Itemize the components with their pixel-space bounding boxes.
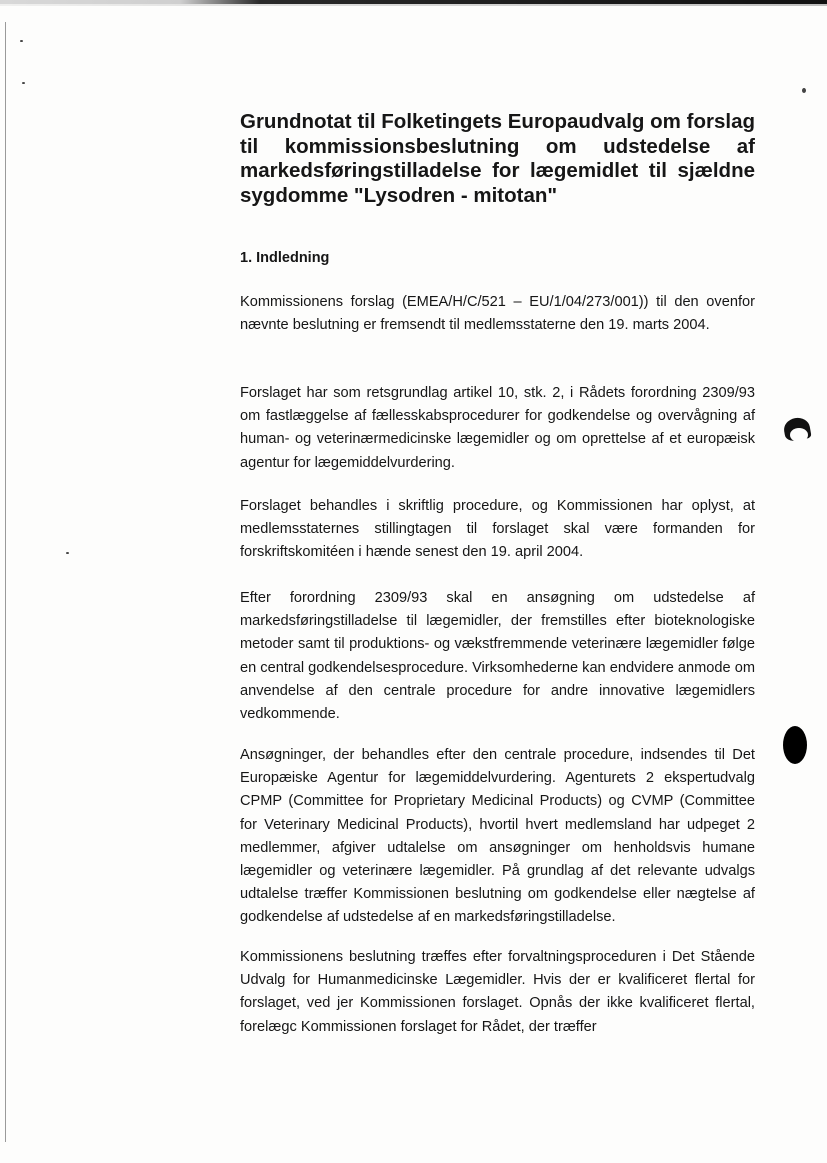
paragraph-2: Forslaget har som retsgrundlag artikel 10, stk. 2, i Rådets forordning 2309/93 om fastlæggelse af fællesskabsprocedurer for godkendelse og overvågning af human- og veterinærmedicinske lægemidler og om oprettelse af et europæisk agentur for lægemiddelvurdering. — [240, 385, 755, 471]
scan-left-edge — [5, 22, 6, 1142]
section-heading: 1. Indledning — [240, 250, 330, 266]
staple-mark-gap — [790, 428, 808, 442]
scan-top-shadow — [0, 4, 827, 6]
paragraph-5: Ansøgninger, der behandles efter den centrale procedure, indsendes til Det Europæiske Agentur for lægemiddelvurdering. Agenturets 2 ekspertudvalg CPMP (Committee for Proprietary Medicinal Products) og CVMP (Committee for Veterinary Medicinal Products), hvortil hvert medlemsland har udpeget 2 medlemmer, afgiver udtalelse om ansøgninger om henholdsvis humane lægemidler og veterinære lægemidler. På grundlag af det relevante udvalgs udtalelse træffer Kommissionen beslutning om godkendelse eller nægtelse af godkendelse af udstedelse af en markedsføringstilladelse. — [240, 747, 755, 926]
scan-speck — [66, 552, 69, 554]
scan-speck — [802, 88, 806, 93]
punch-hole-mark — [783, 726, 807, 764]
paragraph-4: Efter forordning 2309/93 skal en ansøgning om udstedelse af markedsføringstilladelse til lægemidler, der fremstilles efter bioteknologiske metoder samt til produktions- og vækstfremmende veterinære lægemidler følge en central godkendelsesprocedure. Virksomhederne kan endvidere anmode om anvendelse af den centrale procedure for andre innovative lægemidlers vedkommende. — [240, 590, 755, 723]
paragraph-3: Forslaget behandles i skriftlig procedure, og Kommissionen har oplyst, at medlemsstaternes stillingtagen til forslaget skal være formanden for forskriftskomitéen i hænde senest den 19. april 2004. — [240, 498, 755, 561]
document-title: Grundnotat til Folketingets Europaudvalg om forslag til kommissionsbeslutning om udstedelse af markedsføringstilladelse for lægemidlet til sjældne sygdomme "Lysodren - mitotan" — [240, 110, 755, 207]
paragraph-6: Kommissionens beslutning træffes efter forvaltningsproceduren i Det Stående Udvalg for Humanmedicinske Lægemidler. Hvis der er kvalificeret flertal for forslaget, ved jer Kommissionen forslaget. Opnås der ikke kvalificeret flertal, forelægc Kommissionen forslaget for Rådet, der træffer — [240, 949, 755, 1035]
scan-speck — [22, 82, 25, 84]
paragraph-1: Kommissionens forslag (EMEA/H/C/521 – EU/1/04/273/001)) til den ovenfor nævnte beslutning er fremsendt til medlemsstaterne den 19. marts 2004. — [240, 294, 755, 334]
scan-speck — [20, 40, 23, 42]
